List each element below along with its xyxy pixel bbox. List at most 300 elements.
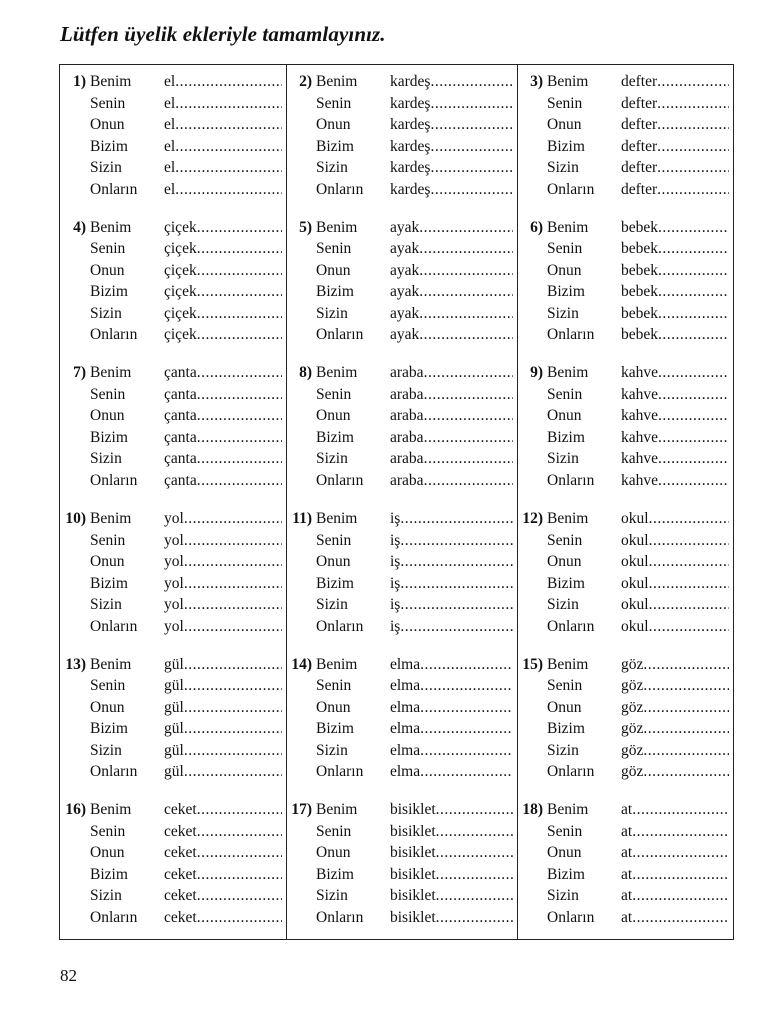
noun-word: iş (390, 574, 401, 592)
answer-blank[interactable] (621, 654, 729, 676)
pronoun-label: Benim (316, 801, 358, 819)
exercise-row (519, 697, 729, 719)
noun-word: gül (164, 655, 184, 673)
noun-word: iş (390, 617, 401, 635)
pronoun-label: Onun (90, 261, 125, 279)
exercise-row (62, 740, 282, 762)
answer-blank[interactable] (164, 93, 282, 115)
answer-blank[interactable] (621, 405, 729, 427)
noun-word: bebek (621, 304, 659, 322)
exercise-row (519, 448, 729, 470)
exercise-row (288, 405, 513, 427)
pronoun-label: Sizin (547, 596, 579, 613)
noun-word: elma (390, 741, 421, 759)
pronoun-label: Senin (90, 677, 126, 695)
noun-word: iş (390, 531, 401, 549)
pronoun-label: Sizin (90, 304, 122, 322)
answer-blank[interactable] (621, 907, 729, 929)
pronoun-label: Bizim (90, 865, 128, 883)
noun-word: yol (164, 531, 184, 549)
exercise-row (519, 217, 729, 239)
pronoun-label: Onların (547, 908, 595, 926)
noun-word: at (621, 908, 633, 926)
noun-word: göz (621, 677, 644, 695)
answer-blank[interactable] (390, 594, 513, 616)
exercise-row (62, 93, 282, 115)
noun-word: bisiklet (390, 908, 436, 926)
noun-word: kardeş (390, 137, 431, 155)
answer-blank[interactable] (621, 71, 729, 93)
answer-blank[interactable] (621, 260, 729, 282)
exercise-row (288, 217, 513, 239)
answer-blank[interactable] (164, 799, 282, 821)
noun-word: göz (621, 655, 644, 673)
answer-blank[interactable] (390, 448, 513, 470)
answer-blank[interactable] (164, 508, 282, 530)
noun-word: ayak (390, 240, 420, 258)
noun-word: ceket (164, 801, 197, 819)
answer-blank[interactable] (390, 718, 513, 740)
pronoun-label: Senin (547, 677, 583, 695)
answer-blank[interactable] (621, 179, 729, 201)
noun-word: çanta (164, 385, 197, 403)
noun-word: kardeş (390, 73, 431, 90)
answer-blank[interactable] (621, 114, 729, 136)
exercise-row (288, 303, 513, 325)
answer-blank[interactable] (621, 718, 729, 740)
answer-blank[interactable] (164, 303, 282, 325)
exercise-row (288, 718, 513, 740)
exercise-row (519, 594, 729, 616)
answer-blank[interactable] (390, 654, 513, 676)
exercise-row (519, 530, 729, 552)
noun-word: defter (621, 94, 658, 112)
answer-blank[interactable] (164, 405, 282, 427)
exercise-row (519, 303, 729, 325)
exercise-row (288, 179, 513, 201)
pronoun-label: Senin (316, 240, 352, 258)
exercise-row (288, 551, 513, 573)
exercise-row (288, 740, 513, 762)
exercise-row (62, 616, 282, 638)
answer-blank[interactable] (390, 303, 513, 325)
pronoun-label: Benim (90, 655, 132, 673)
answer-blank[interactable] (621, 217, 729, 239)
answer-blank[interactable] (164, 238, 282, 260)
exercise-row (519, 260, 729, 282)
exercise-row (519, 281, 729, 303)
exercise-row (288, 821, 513, 843)
answer-blank[interactable] (621, 885, 729, 907)
exercise-row (519, 508, 729, 530)
pronoun-label: Onun (547, 407, 582, 425)
answer-blank[interactable] (621, 761, 729, 783)
answer-blank[interactable] (164, 71, 282, 93)
answer-blank[interactable] (164, 179, 282, 201)
exercise-block (517, 502, 733, 648)
answer-blank[interactable] (390, 260, 513, 282)
answer-blank[interactable] (164, 530, 282, 552)
pronoun-label: Onların (90, 908, 138, 926)
answer-blank[interactable] (390, 530, 513, 552)
pronoun-label: Sizin (547, 450, 579, 468)
pronoun-label: Sizin (316, 741, 348, 759)
noun-word: göz (621, 741, 644, 759)
pronoun-label: Senin (90, 94, 126, 112)
exercise-block (286, 793, 517, 939)
noun-word: gül (164, 763, 184, 781)
answer-blank[interactable] (390, 93, 513, 115)
exercise-row (288, 530, 513, 552)
pronoun-label: Sizin (316, 887, 348, 905)
exercise-row (62, 114, 282, 136)
exercise-row (519, 427, 729, 449)
answer-blank[interactable] (621, 362, 729, 384)
pronoun-label: Sizin (547, 304, 579, 322)
exercise-row (288, 281, 513, 303)
exercise-row (288, 654, 513, 676)
pronoun-label: Onun (90, 844, 125, 862)
exercise-row (519, 179, 729, 201)
noun-word: göz (621, 698, 644, 716)
pronoun-label: Onun (547, 844, 582, 862)
pronoun-label: Benim (90, 218, 132, 236)
pronoun-label: Benim (547, 655, 589, 673)
exercise-row (62, 448, 282, 470)
exercise-row (62, 907, 282, 929)
answer-blank[interactable] (621, 238, 729, 260)
pronoun-label: Senin (316, 94, 352, 112)
answer-blank[interactable] (390, 136, 513, 158)
noun-word: araba (390, 428, 424, 446)
answer-blank[interactable] (390, 238, 513, 260)
exercise-row (62, 842, 282, 864)
exercise-row (519, 907, 729, 929)
noun-word: gül (164, 720, 184, 738)
answer-blank[interactable] (164, 362, 282, 384)
answer-blank[interactable] (621, 551, 729, 573)
answer-blank[interactable] (164, 324, 282, 346)
answer-blank[interactable] (390, 864, 513, 886)
answer-blank[interactable] (390, 179, 513, 201)
answer-blank[interactable] (164, 260, 282, 282)
pronoun-label: Sizin (90, 596, 122, 613)
pronoun-label: Sizin (547, 159, 579, 176)
answer-blank[interactable] (621, 530, 729, 552)
exercise-row (519, 740, 729, 762)
noun-word: kahve (621, 385, 659, 403)
answer-blank[interactable] (390, 508, 513, 530)
answer-blank[interactable] (621, 740, 729, 762)
answer-blank[interactable] (621, 821, 729, 843)
answer-blank[interactable] (390, 799, 513, 821)
pronoun-label: Bizim (547, 574, 585, 592)
answer-blank[interactable] (390, 281, 513, 303)
pronoun-label: Onun (316, 698, 351, 716)
answer-blank[interactable] (621, 470, 729, 492)
answer-blank[interactable] (164, 594, 282, 616)
answer-blank[interactable] (390, 616, 513, 638)
exercise-number: 13) (65, 655, 86, 673)
answer-blank[interactable] (390, 675, 513, 697)
noun-word: bebek (621, 240, 659, 258)
noun-word: kardeş (390, 116, 431, 133)
answer-blank[interactable] (621, 799, 729, 821)
exercise-row (288, 885, 513, 907)
exercise-row (519, 470, 729, 492)
answer-blank[interactable] (621, 594, 729, 616)
answer-blank[interactable] (621, 303, 729, 325)
answer-blank[interactable] (164, 114, 282, 136)
answer-blank[interactable] (164, 157, 282, 179)
noun-word: elma (390, 655, 421, 673)
exercise-block (286, 356, 517, 502)
exercise-number: 15) (522, 655, 543, 673)
pronoun-label: Bizim (90, 137, 128, 155)
pronoun-label: Benim (547, 218, 589, 236)
answer-blank[interactable] (390, 384, 513, 406)
exercise-number: 1) (73, 73, 86, 90)
noun-word: iş (390, 596, 401, 613)
exercise-row (519, 136, 729, 158)
noun-word: yol (164, 617, 184, 635)
pronoun-label: Sizin (316, 596, 348, 613)
answer-blank[interactable] (390, 697, 513, 719)
exercise-number: 12) (522, 510, 543, 527)
answer-blank[interactable] (621, 508, 729, 530)
answer-blank[interactable] (164, 718, 282, 740)
noun-word: okul (621, 574, 649, 592)
noun-word: elma (390, 677, 421, 695)
pronoun-label: Onların (316, 326, 364, 344)
exercise-row (519, 573, 729, 595)
pronoun-label: Onların (90, 180, 138, 198)
answer-blank[interactable] (164, 675, 282, 697)
exercise-row (288, 157, 513, 179)
noun-word: bebek (621, 326, 659, 344)
exercise-row (62, 71, 282, 93)
answer-blank[interactable] (390, 470, 513, 492)
answer-blank[interactable] (164, 136, 282, 158)
exercise-block (60, 211, 286, 357)
exercise-row (288, 71, 513, 93)
exercise-row (288, 238, 513, 260)
exercise-row (62, 281, 282, 303)
exercise-row (62, 885, 282, 907)
noun-word: kahve (621, 450, 659, 468)
exercise-number: 6) (530, 218, 543, 236)
exercise-row (62, 260, 282, 282)
exercise-block (517, 648, 733, 794)
exercise-row (288, 697, 513, 719)
exercise-row (288, 864, 513, 886)
answer-blank[interactable] (621, 427, 729, 449)
pronoun-label: Onların (316, 763, 364, 781)
pronoun-label: Bizim (316, 574, 354, 592)
pronoun-label: Onların (547, 617, 595, 635)
exercise-row (519, 384, 729, 406)
noun-word: ayak (390, 304, 420, 322)
answer-blank[interactable] (164, 616, 282, 638)
exercise-row (288, 508, 513, 530)
pronoun-label: Onun (547, 116, 582, 133)
pronoun-label: Onların (547, 471, 595, 489)
noun-word: okul (621, 531, 649, 549)
answer-blank[interactable] (621, 616, 729, 638)
exercise-row (288, 260, 513, 282)
answer-blank[interactable] (164, 842, 282, 864)
exercise-row (519, 675, 729, 697)
answer-blank[interactable] (390, 761, 513, 783)
answer-blank[interactable] (390, 405, 513, 427)
answer-blank[interactable] (164, 448, 282, 470)
answer-blank[interactable] (621, 697, 729, 719)
answer-blank[interactable] (390, 157, 513, 179)
exercise-number: 4) (73, 218, 86, 236)
answer-blank[interactable] (164, 470, 282, 492)
answer-blank[interactable] (164, 654, 282, 676)
pronoun-label: Benim (547, 73, 589, 90)
noun-word: yol (164, 553, 184, 570)
noun-word: gül (164, 677, 184, 695)
answer-blank[interactable] (390, 427, 513, 449)
pronoun-label: Onun (316, 116, 351, 133)
answer-blank[interactable] (621, 93, 729, 115)
answer-blank[interactable] (164, 384, 282, 406)
exercise-number: 14) (291, 655, 312, 673)
exercise-row (62, 405, 282, 427)
answer-blank[interactable] (621, 136, 729, 158)
noun-word: okul (621, 553, 649, 570)
pronoun-label: Onun (90, 407, 125, 425)
noun-word: çiçek (164, 240, 197, 258)
pronoun-label: Senin (90, 531, 126, 549)
noun-word: çiçek (164, 218, 197, 236)
pronoun-label: Bizim (316, 720, 354, 738)
noun-word: at (621, 844, 633, 862)
answer-blank[interactable] (390, 324, 513, 346)
exercise-row (62, 427, 282, 449)
answer-blank[interactable] (621, 448, 729, 470)
noun-word: ayak (390, 261, 420, 279)
answer-blank[interactable] (164, 217, 282, 239)
pronoun-label: Senin (547, 531, 583, 549)
noun-word: araba (390, 407, 424, 425)
exercise-block (60, 65, 286, 211)
noun-word: bisiklet (390, 844, 436, 862)
answer-blank[interactable] (621, 281, 729, 303)
noun-word: kardeş (390, 180, 431, 198)
exercise-row (288, 761, 513, 783)
exercise-block (517, 793, 733, 939)
exercise-row (519, 551, 729, 573)
exercise-number: 16) (65, 801, 86, 819)
exercise-row (288, 427, 513, 449)
exercise-number: 17) (291, 801, 312, 819)
pronoun-label: Sizin (90, 159, 122, 176)
answer-blank[interactable] (164, 821, 282, 843)
answer-blank[interactable] (390, 573, 513, 595)
exercise-row (288, 324, 513, 346)
exercise-row (519, 324, 729, 346)
answer-blank[interactable] (390, 821, 513, 843)
pronoun-label: Bizim (316, 283, 354, 301)
answer-blank[interactable] (621, 675, 729, 697)
noun-word: el (164, 180, 176, 198)
answer-blank[interactable] (164, 740, 282, 762)
exercise-row (62, 864, 282, 886)
answer-blank[interactable] (390, 71, 513, 93)
noun-word: kahve (621, 428, 659, 446)
answer-blank[interactable] (390, 740, 513, 762)
pronoun-label: Sizin (90, 741, 122, 759)
pronoun-label: Bizim (90, 574, 128, 592)
pronoun-label: Bizim (547, 865, 585, 883)
answer-blank[interactable] (164, 573, 282, 595)
answer-blank[interactable] (164, 885, 282, 907)
answer-blank[interactable] (164, 427, 282, 449)
pronoun-label: Senin (90, 822, 126, 840)
answer-blank[interactable] (390, 362, 513, 384)
answer-blank[interactable] (390, 114, 513, 136)
exercise-row (519, 71, 729, 93)
exercise-row (519, 616, 729, 638)
exercise-row (288, 114, 513, 136)
pronoun-label: Senin (90, 385, 126, 403)
answer-blank[interactable] (621, 384, 729, 406)
pronoun-label: Benim (316, 73, 358, 90)
exercise-row (288, 675, 513, 697)
answer-blank[interactable] (621, 157, 729, 179)
answer-blank[interactable] (390, 907, 513, 929)
noun-word: el (164, 159, 176, 176)
noun-word: araba (390, 364, 424, 382)
noun-word: ceket (164, 822, 197, 840)
answer-blank[interactable] (164, 907, 282, 929)
pronoun-label: Sizin (90, 887, 122, 905)
pronoun-label: Onun (316, 844, 351, 862)
answer-blank[interactable] (621, 842, 729, 864)
answer-blank[interactable] (390, 551, 513, 573)
answer-blank[interactable] (621, 864, 729, 886)
answer-blank[interactable] (621, 573, 729, 595)
answer-blank[interactable] (621, 324, 729, 346)
pronoun-label: Senin (547, 385, 583, 403)
pronoun-label: Bizim (316, 865, 354, 883)
exercise-number: 2) (299, 73, 312, 90)
exercise-number: 18) (522, 801, 543, 819)
pronoun-label: Bizim (547, 720, 585, 738)
noun-word: kardeş (390, 94, 431, 112)
answer-blank[interactable] (164, 864, 282, 886)
answer-blank[interactable] (390, 885, 513, 907)
answer-blank[interactable] (390, 217, 513, 239)
exercise-number: 5) (299, 218, 312, 236)
noun-word: el (164, 116, 176, 133)
exercise-number: 11) (292, 510, 312, 527)
answer-blank[interactable] (164, 551, 282, 573)
answer-blank[interactable] (164, 761, 282, 783)
exercise-block (60, 502, 286, 648)
noun-word: yol (164, 510, 184, 527)
exercise-number: 7) (73, 364, 86, 382)
noun-word: yol (164, 596, 184, 613)
pronoun-label: Bizim (90, 720, 128, 738)
pronoun-label: Sizin (547, 741, 579, 759)
answer-blank[interactable] (390, 842, 513, 864)
answer-blank[interactable] (164, 697, 282, 719)
answer-blank[interactable] (164, 281, 282, 303)
